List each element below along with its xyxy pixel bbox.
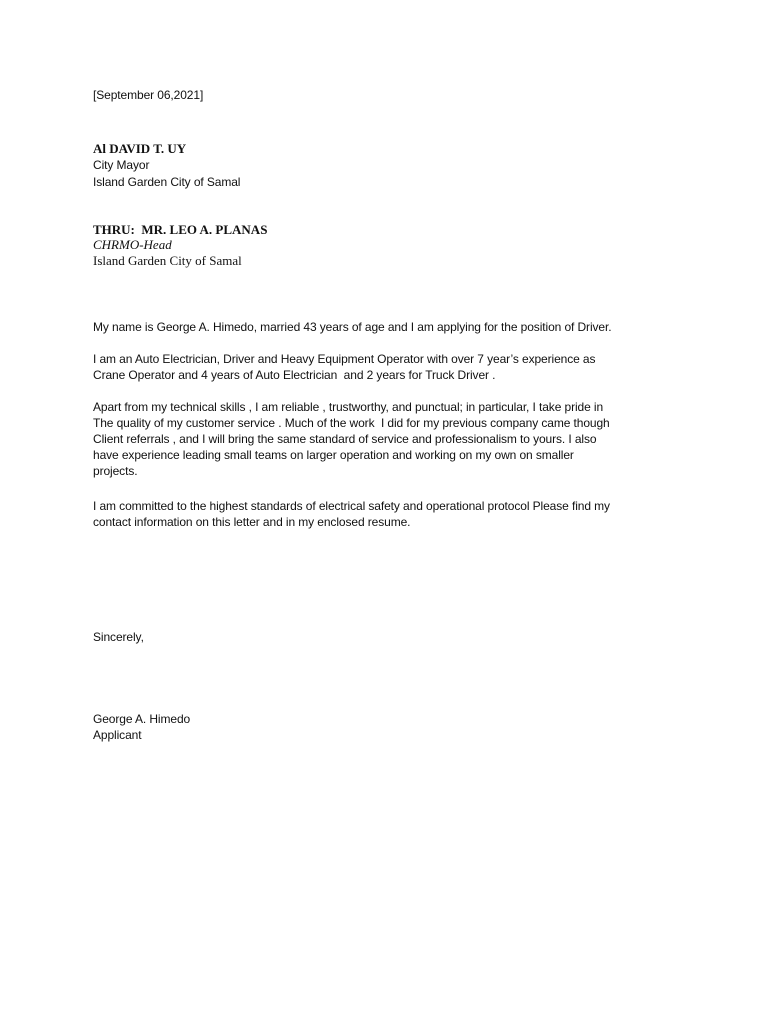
paragraph-line: have experience leading small teams on larger operation and working on my own on smaller [93, 448, 574, 462]
closing-text: Sincerely, [93, 630, 144, 644]
recipient-title: City Mayor [93, 158, 150, 172]
recipient-name: Al DAVID T. UY [93, 141, 187, 156]
paragraph-line: I am committed to the highest standards of electrical safety and operational protocol Please find my [93, 499, 610, 513]
thru-title: CHRMO-Head [93, 237, 172, 252]
paragraph-line: My name is George A. Himedo, married 43 years of age and I am applying for the position of Driver. [93, 320, 612, 334]
signature-role: Applicant [93, 728, 142, 742]
paragraph-commitment [93, 498, 693, 530]
paragraph-line: Client referrals , and I will bring the same standard of service and professionalism to yours. I also [93, 432, 597, 446]
paragraph-experience [93, 351, 693, 383]
paragraph-line: The quality of my customer service . Much of the work I did for my previous company came though [93, 416, 610, 430]
thru-name: THRU: MR. LEO A. PLANAS [93, 222, 268, 237]
paragraph-intro [93, 319, 693, 335]
recipient-organization: Island Garden City of Samal [93, 175, 241, 189]
paragraph-line: I am an Auto Electrician, Driver and Heavy Equipment Operator with over 7 year’s experience as [93, 352, 596, 366]
paragraph-line: contact information on this letter and in my enclosed resume. [93, 515, 411, 529]
paragraph-line: Apart from my technical skills , I am reliable , trustworthy, and punctual; in particular, I take pride in [93, 400, 604, 414]
paragraph-line: projects. [93, 464, 138, 478]
thru-organization: Island Garden City of Samal [93, 253, 242, 268]
paragraph-skills [93, 399, 693, 479]
paragraph-line: Crane Operator and 4 years of Auto Electrician and 2 years for Truck Driver . [93, 368, 496, 382]
signature-name: George A. Himedo [93, 712, 191, 726]
letter-date: [September 06,2021] [93, 88, 204, 102]
